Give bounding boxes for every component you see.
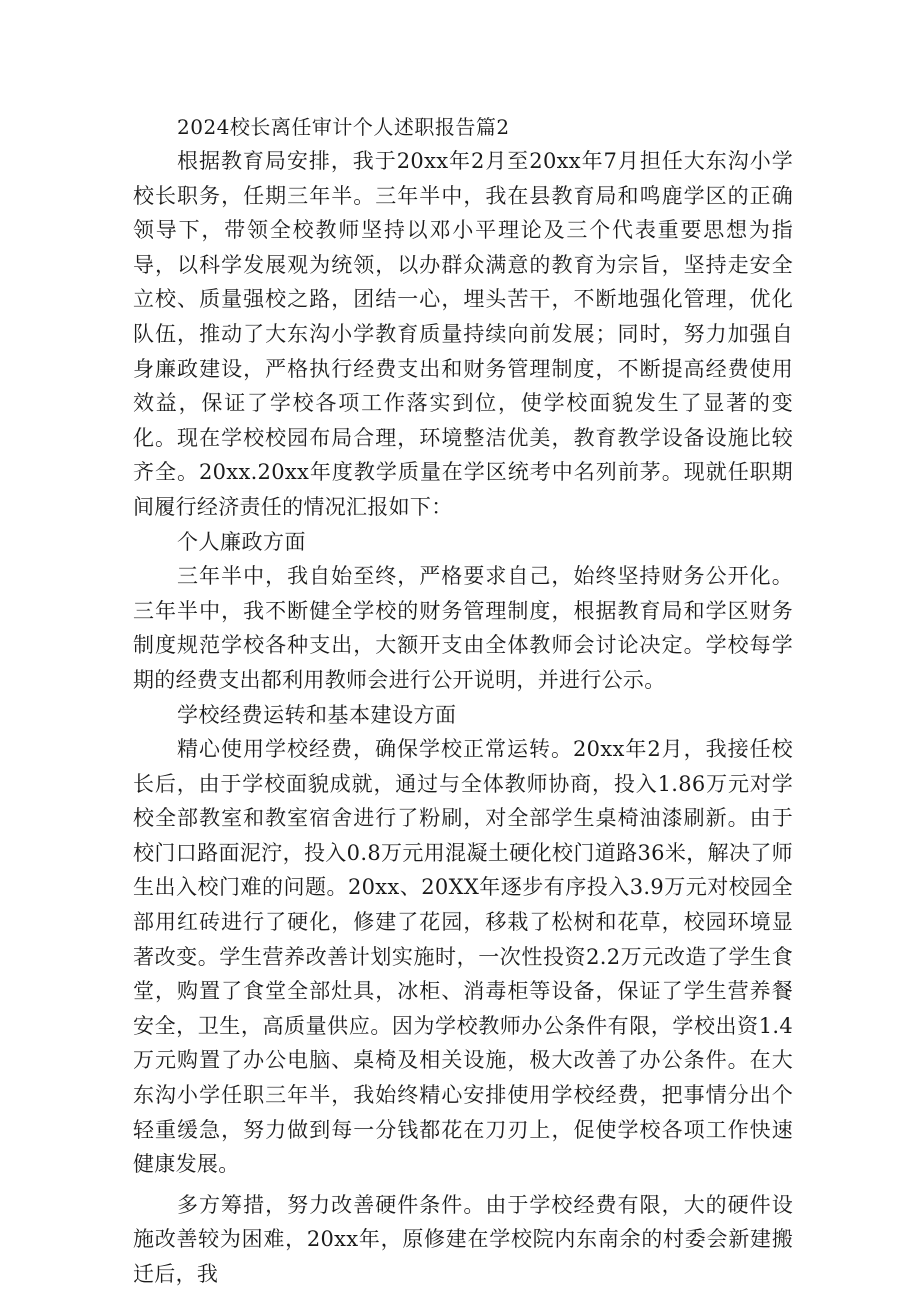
document-title: 2024校长离任审计个人述职报告篇2 [177,115,510,139]
paragraph-hardware: 多方筹措，努力改善硬件条件。由于学校经费有限，大的硬件设施改善较为困难，20xx年，原修建在学校院内东南余的村委会新建搬迁后，我 [133,1192,793,1286]
document-body [133,110,793,1292]
paragraph-intro: 根据教育局安排，我于20xx年2月至20xx年7月担任大东沟小学校长职务，任期三年半。三年半中，我在县教育局和鸣鹿学区的正确领导下，带领全校教师坚持以邓小平理论及三个代表重要思想为指导，以科学发展观为统领，以办群众满意的教育为宗旨，坚持走安全立校、质量强校之路，团结一心，埋头苦干，不断地强化管理，优化队伍，推动了大东沟小学教育质量持续向前发展；同时，努力加强自身廉政建设，严格执行经费支出和财务管理制度，不断提高经费使用效益，保证了学校各项工作落实到位，使学校面貌发生了显著的变化。现在学校校园布局合理，环境整洁优美，教育教学设备设施比较齐全。20xx.20xx年度教学质量在学区统考中名列前茅。现就任职期间履行经济责任的情况汇报如下： [133,149,793,519]
paragraph-integrity: 三年半中，我自始至终，严格要求自己，始终坚持财务公开化。三年半中，我不断健全学校的财务管理制度，根据教育局和学区财务制度规范学校各种支出，大额开支由全体教师会讨论决定。学校每学期的经费支出都利用教师会进行公开说明，并进行公示。 [133,564,793,692]
section-heading-funding: 学校经费运转和基本建设方面 [177,702,457,727]
paragraph-funding: 精心使用学校经费，确保学校正常运转。20xx年2月，我接任校长后，由于学校面貌成就，通过与全体教师协商，投入1.86万元对学校全部教室和教室宿舍进行了粉刷，对全部学生桌椅油漆刷新。由于校门口路面泥泞，投入0.8万元用混凝土硬化校门道路36米，解决了师生出入校门难的问题。20xx、20XX年逐步有序投入3.9万元对校园全部用红砖进行了硬化，修建了花园，移栽了松树和花草，校园环境显著改变。学生营养改善计划实施时，一次性投资2.2万元改造了学生食堂，购置了食堂全部灶具，冰柜、消毒柜等设备，保证了学生营养餐安全，卫生，高质量供应。因为学校教师办公条件有限，学校出资1.4万元购置了办公电脑、桌椅及相关设施，极大改善了办公条件。在大东沟小学任职三年半，我始终精心安排使用学校经费，把事情分出个轻重缓急，努力做到每一分钱都花在刀刃上，促使学校各项工作快速健康发展。 [133,737,793,1177]
section-heading-integrity: 个人廉政方面 [177,529,306,554]
